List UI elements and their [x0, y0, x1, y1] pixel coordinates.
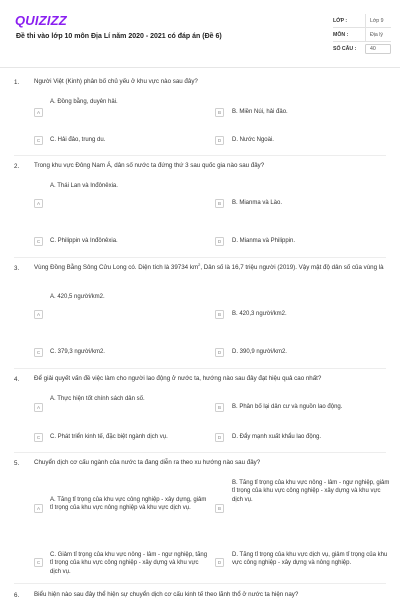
- question-divider: [14, 452, 386, 453]
- meta-class-label: LỚP :: [333, 17, 348, 24]
- option-c-box[interactable]: C: [34, 558, 43, 567]
- option-b-box[interactable]: B: [215, 199, 224, 208]
- document-title: Đề thi vào lớp 10 môn Địa Lí năm 2020 - 2021 có đáp án (Đề 6): [16, 33, 222, 40]
- option-c-box[interactable]: C: [34, 433, 43, 442]
- option-text: C. Hải đảo, trung du.: [50, 137, 106, 143]
- meta-subject-label: MÔN :: [333, 31, 349, 38]
- question-text: Biểu hiện nào sau đây thể hiện sự chuyển dịch cơ cấu kinh tế theo lãnh thổ ở nước ta hiện nay?: [34, 591, 299, 598]
- option-d-box[interactable]: D: [215, 348, 224, 357]
- quiz-meta-panel: [333, 14, 391, 56]
- option-a-box[interactable]: A: [34, 403, 43, 412]
- question-number: 2.: [14, 163, 20, 170]
- question-text: Chuyển dịch cơ cấu ngành của nước ta đang diễn ra theo xu hướng nào sau đây?: [34, 459, 261, 466]
- document-header: [0, 0, 400, 64]
- question-text-part: Vùng Đồng Bằng Sông Cửu Long có. Diện tích là 39734 km: [34, 264, 199, 271]
- option-text: B. Phân bố lại dân cư và nguồn lao động.: [232, 404, 343, 410]
- option-text: D. 390,9 người/km2.: [232, 349, 287, 355]
- question-text: Người Việt (Kinh) phân bố chủ yếu ở khu vực nào sau đây?: [34, 78, 198, 85]
- meta-count-value: 40: [365, 44, 391, 54]
- option-text: A. Thái Lan và Inđônêxia.: [50, 183, 118, 189]
- option-b-box[interactable]: B: [215, 108, 224, 117]
- option-text: A. Thực hiện tốt chính sách dân số.: [50, 396, 145, 402]
- option-text: D. Nước Ngoài.: [232, 137, 274, 143]
- meta-class-row: [333, 14, 391, 28]
- option-a-box[interactable]: A: [34, 504, 43, 513]
- option-a-box[interactable]: A: [34, 108, 43, 117]
- option-d-box[interactable]: D: [215, 136, 224, 145]
- question-text: Trong khu vực Đông Nam Á, dân số nước ta đứng thứ 3 sau quốc gia nào sau đây?: [34, 162, 265, 169]
- question-divider: [14, 155, 386, 156]
- question-number: 4.: [14, 376, 20, 383]
- option-a-box[interactable]: A: [34, 310, 43, 319]
- option-text: A. Tăng tỉ trọng của khu vực công nghiệp - xây dựng, giảm tỉ trọng của khu vực nông nghiệp và khu vực dịch vụ.: [50, 497, 207, 512]
- question-text: Để giải quyết vấn đề việc làm cho người lao động ở nước ta, hướng nào sau đây đạt hiệu quả cao nhất?: [34, 375, 322, 382]
- superscript: 2: [198, 261, 201, 267]
- quizizz-logo: QUIZIZZ: [15, 13, 67, 28]
- option-text: D. Đẩy mạnh xuất khẩu lao động.: [232, 434, 322, 440]
- meta-class-value: Lớp 9: [365, 14, 391, 27]
- meta-subject-row: [333, 28, 391, 42]
- option-text: A. Đồng bằng, duyên hải.: [50, 99, 118, 105]
- option-text: B. Miền Núi, hải đảo.: [232, 109, 288, 115]
- option-b-box[interactable]: B: [215, 403, 224, 412]
- question-text-part: , Dân số là 16,7 triệu người (2019). Vậy mật độ dân số của vùng là: [200, 264, 384, 271]
- option-d-box[interactable]: D: [215, 558, 224, 567]
- option-b-box[interactable]: B: [215, 504, 224, 513]
- option-text: C. 379,3 người/km2.: [50, 349, 105, 355]
- question-number: 6.: [14, 592, 20, 599]
- option-text: C. Philippin và Inđônêxia.: [50, 238, 118, 244]
- question-number: 3.: [14, 265, 20, 272]
- option-text: B. 420,3 người/km2.: [232, 311, 287, 317]
- question-divider: [14, 257, 386, 258]
- option-d-box[interactable]: D: [215, 237, 224, 246]
- question-divider: [14, 368, 386, 369]
- option-c-box[interactable]: C: [34, 136, 43, 145]
- option-text: D. Tăng tỉ trọng của khu vực dịch vụ, giảm tỉ trọng của khu vực công nghiệp - xây dựng và nông nghiệp.: [232, 552, 388, 567]
- meta-subject-value: Địa lý: [365, 28, 391, 41]
- option-text: A. 420,5 người/km2.: [50, 294, 105, 300]
- option-text: B. Mianma và Lào.: [232, 200, 283, 206]
- option-text: C. Giảm tỉ trọng của khu vực nông - lâm - ngư nghiệp, tăng tỉ trọng của khu vực công nghiệp - xây dựng và khu vực dịch vụ.: [50, 552, 208, 575]
- question-divider: [14, 583, 386, 584]
- option-a-box[interactable]: A: [34, 199, 43, 208]
- option-b-box[interactable]: B: [215, 310, 224, 319]
- meta-count-row: [333, 42, 391, 56]
- option-text: C. Phát triển kinh tế, đặc biệt ngành dịch vụ.: [50, 434, 168, 440]
- question-number: 5.: [14, 460, 20, 467]
- header-divider: [0, 67, 400, 68]
- question-number: 1.: [14, 79, 20, 86]
- option-text: B. Tăng tỉ trọng của khu vực nông - lâm - ngư nghiệp, giảm tỉ trọng của khu vực công nghiệp - xây dựng và khu vực dịch vụ.: [232, 480, 390, 503]
- option-d-box[interactable]: D: [215, 433, 224, 442]
- meta-count-label: SỐ CÂU :: [333, 46, 357, 52]
- option-text: D. Mianma và Philippin.: [232, 238, 296, 244]
- option-c-box[interactable]: C: [34, 348, 43, 357]
- option-c-box[interactable]: C: [34, 237, 43, 246]
- question-text: [34, 261, 392, 273]
